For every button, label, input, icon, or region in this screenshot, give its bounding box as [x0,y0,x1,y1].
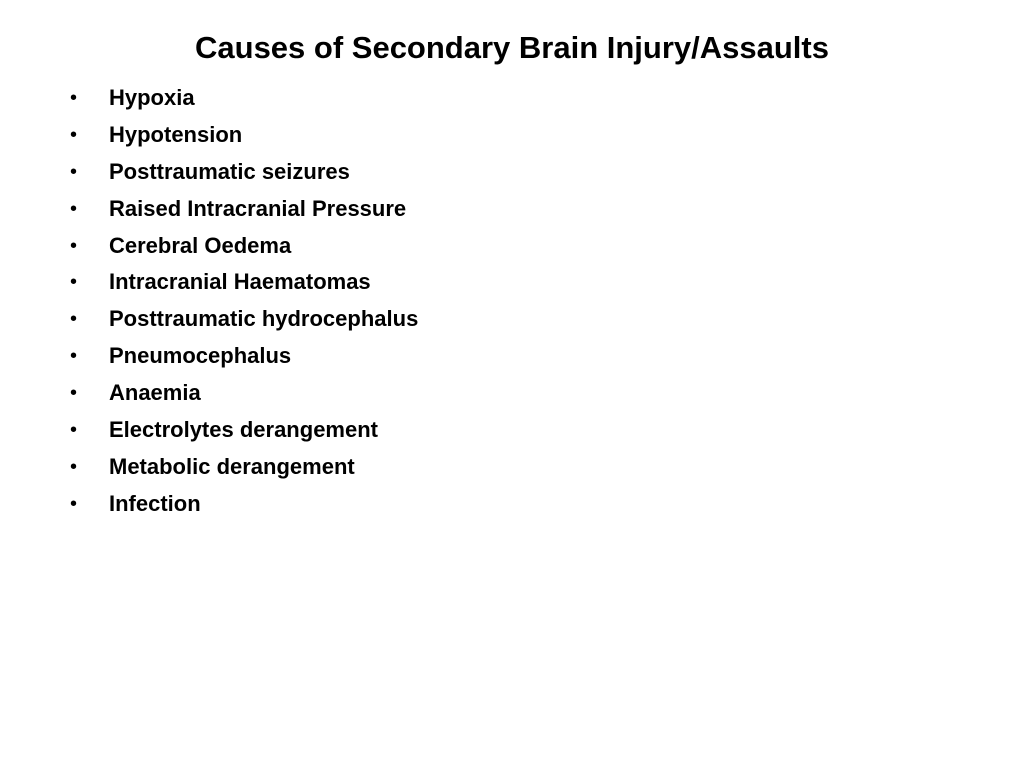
bullet-icon: • [70,87,78,109]
bullet-icon: • [70,197,78,220]
list-item-text: Anaemia [109,380,201,406]
list-item-text: Posttraumatic seizures [109,158,350,184]
bullet-icon: • [70,345,78,368]
list-item-text: Electrolytes derangement [109,417,378,443]
slide-title: Causes of Secondary Brain Injury/Assaults [195,30,829,65]
list-item-text: Posttraumatic hydrocephalus [109,306,419,332]
list-item-text: Hypotension [109,121,243,147]
bullet-icon: • [70,308,78,331]
list-item-text: Metabolic derangement [109,453,355,479]
bullet-icon: • [70,271,78,294]
bullet-icon: • [70,160,78,183]
bullet-icon: • [70,419,78,442]
bullet-icon: • [70,123,78,146]
list-item-text: Pneumocephalus [109,343,292,369]
bullet-icon: • [70,234,78,257]
bullet-icon: • [70,455,78,478]
list-item-text: Intracranial Haematomas [109,269,371,295]
list-item-text: Infection [109,490,201,516]
list-item-text: Hypoxia [109,85,195,110]
list-item-text: Cerebral Oedema [109,232,292,258]
list-item-text: Raised Intracranial Pressure [109,195,407,221]
bullet-icon: • [70,382,78,405]
bullet-icon: • [70,492,78,515]
